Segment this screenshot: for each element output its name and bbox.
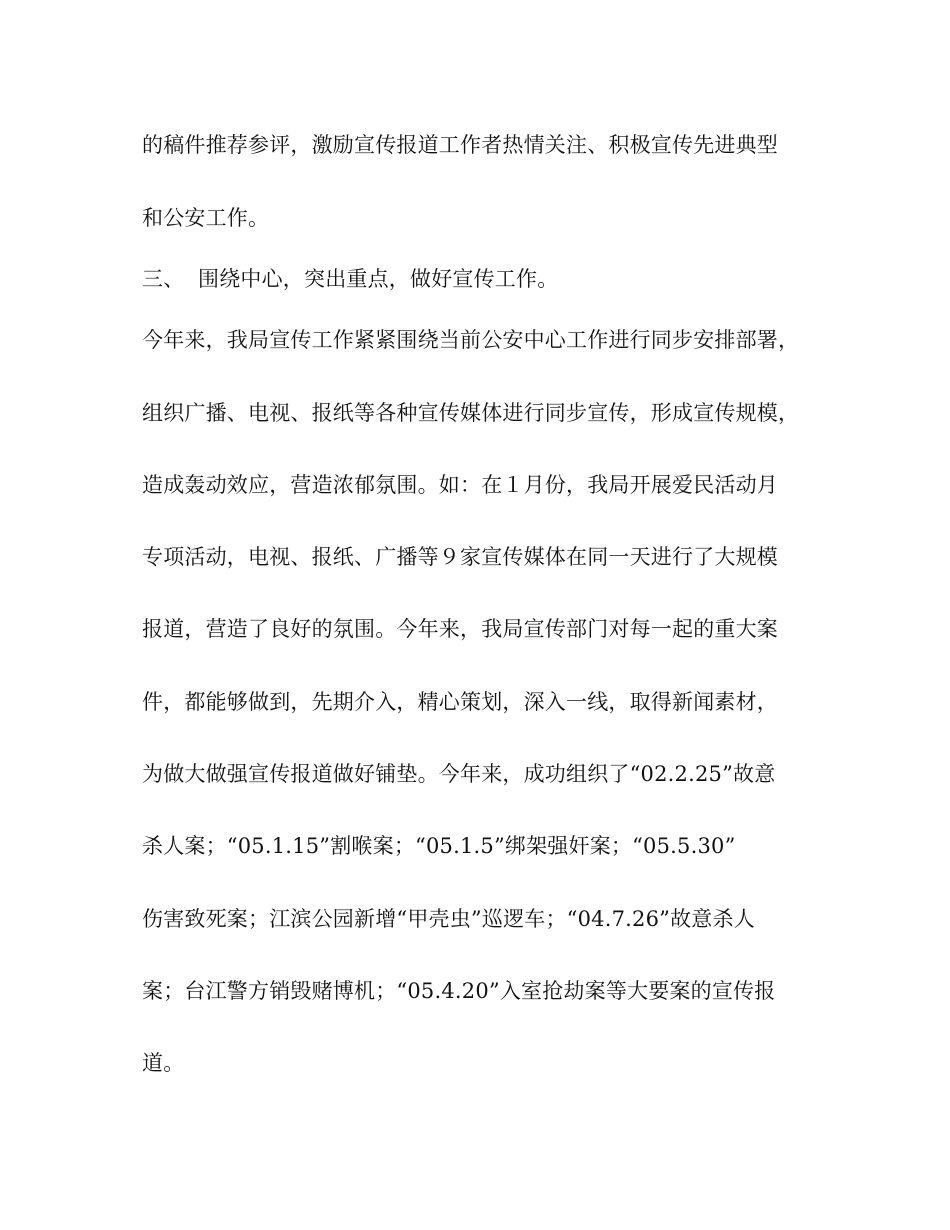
section-title: 围绕中心，突出重点，做好宣传工作。 bbox=[198, 267, 559, 291]
paragraph-line: 组织广播、电视、报纸等各种宣传媒体进行同步宣传，形成宣传规模， bbox=[142, 401, 800, 425]
paragraph-line: 的稿件推荐参评，激励宣传报道工作者热情关注、积极宣传先进典型 bbox=[142, 133, 778, 157]
section-number: 三、 bbox=[142, 267, 185, 291]
paragraph-line: 报道，营造了良好的氛围。今年来，我局宣传部门对每一起的重大案 bbox=[142, 617, 778, 641]
paragraph-line: 伤害致死案；江滨公园新增“甲壳虫”巡逻车；“04.7.26”故意杀人 bbox=[142, 907, 755, 931]
paragraph-line: 造成轰动效应，营造浓郁氛围。如：在１月份，我局开展爱民活动月 bbox=[142, 473, 778, 497]
paragraph-line: 为做大做强宣传报道做好铺垫。今年来，成功组织了“02.2.25”故意 bbox=[142, 762, 776, 786]
paragraph-line: 件，都能够做到，先期介入，精心策划，深入一线，取得新闻素材， bbox=[142, 690, 778, 714]
paragraph-line: 今年来，我局宣传工作紧紧围绕当前公安中心工作进行同步安排部署， bbox=[142, 328, 800, 352]
paragraph-line: 专项活动，电视、报纸、广播等９家宣传媒体在同一天进行了大规模 bbox=[142, 545, 778, 569]
paragraph-line: 和公安工作。 bbox=[142, 206, 270, 230]
paragraph-line: 案；台江警方销毁赌博机；“05.4.20”入室抢劫案等大要案的宣传报 bbox=[142, 979, 776, 1003]
paragraph-line: 杀人案；“05.1.15”割喉案；“05.1.5”绑架强奸案；“05.5.30” bbox=[142, 834, 736, 858]
section-heading bbox=[142, 264, 822, 294]
paragraph-line: 道。 bbox=[142, 1051, 185, 1075]
